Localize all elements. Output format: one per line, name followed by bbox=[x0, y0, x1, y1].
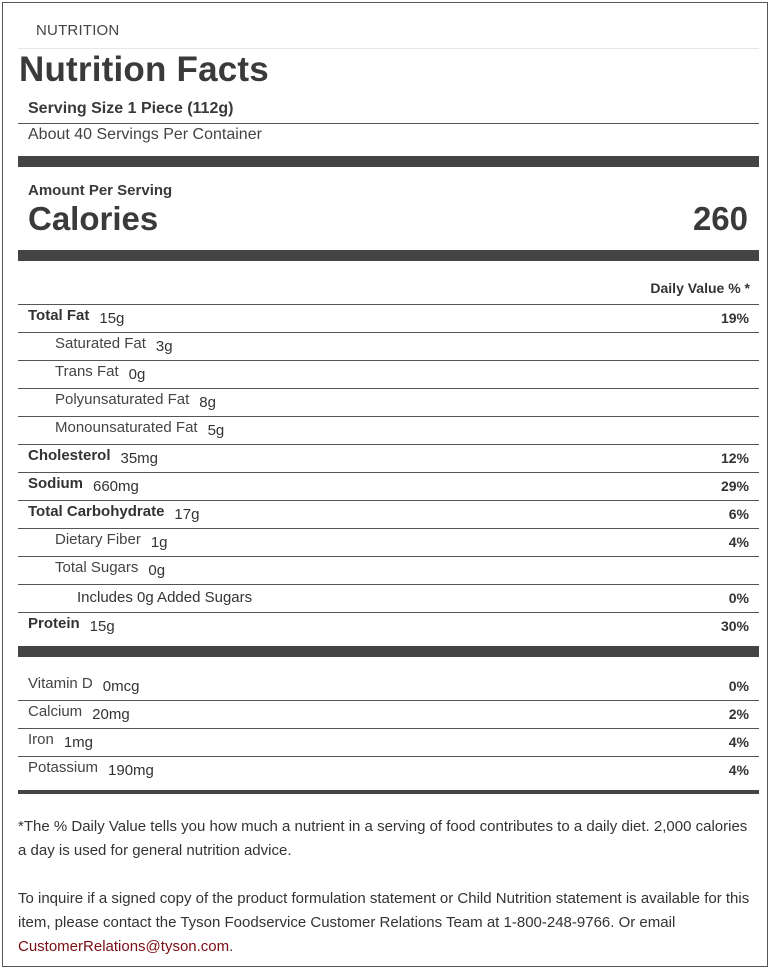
nutrient-amount: 15g bbox=[89, 618, 115, 635]
nutrient-row-saturated-fat bbox=[18, 332, 759, 360]
row-divider bbox=[18, 472, 759, 473]
nutrient-amount: 660mg bbox=[92, 478, 139, 495]
serving-divider bbox=[18, 123, 759, 124]
row-divider bbox=[18, 388, 759, 389]
row-divider bbox=[18, 584, 759, 585]
nutrient-name: Total Carbohydrate bbox=[28, 503, 165, 520]
vitamin-row-calcium bbox=[18, 700, 759, 728]
daily-value-percent: 4% bbox=[728, 534, 749, 550]
nutrient-name: Calcium bbox=[28, 703, 83, 720]
nutrient-amount: 3g bbox=[155, 338, 173, 355]
nutrient-row-polyunsaturated-fat bbox=[18, 388, 759, 416]
row-divider bbox=[18, 360, 759, 361]
nutrient-row-total-carbohydrate bbox=[18, 500, 759, 528]
nutrient-name: Total Sugars bbox=[55, 559, 139, 576]
nutrient-amount: 35mg bbox=[120, 450, 159, 467]
row-divider bbox=[18, 756, 759, 757]
nutrient-amount: 0g bbox=[148, 562, 166, 579]
nutrient-row-sodium bbox=[18, 472, 759, 500]
nutrient-amount: 15g bbox=[99, 310, 125, 327]
row-divider bbox=[18, 500, 759, 501]
thick-divider-top bbox=[18, 156, 759, 167]
vitamin-row-vitamin-d bbox=[18, 672, 759, 700]
nutrient-name: Polyunsaturated Fat bbox=[55, 391, 190, 408]
row-divider bbox=[18, 528, 759, 529]
thick-divider-vitamins bbox=[18, 646, 759, 657]
daily-value-header: Daily Value % * bbox=[650, 280, 750, 296]
nutrient-amount: 1g bbox=[150, 534, 168, 551]
nutrient-row-total-sugars bbox=[18, 556, 759, 584]
nutrient-amount: 8g bbox=[199, 394, 216, 411]
nutrient-row-monounsaturated-fat bbox=[18, 416, 759, 444]
customer-relations-email-link[interactable]: CustomerRelations@tyson.com bbox=[18, 938, 230, 955]
nutrient-amount: 0mcg bbox=[102, 678, 140, 695]
nutrient-name: Trans Fat bbox=[55, 363, 119, 380]
nutrient-row-total-fat bbox=[18, 304, 759, 332]
nutrient-name: Sodium bbox=[28, 475, 83, 492]
section-divider bbox=[18, 48, 759, 49]
vitamin-row-potassium bbox=[18, 756, 759, 784]
nutrient-name: Monounsaturated Fat bbox=[55, 419, 198, 436]
daily-value-percent: 30% bbox=[720, 618, 749, 634]
daily-value-percent: 29% bbox=[720, 478, 749, 494]
nutrient-amount: 1mg bbox=[63, 734, 94, 751]
nutrient-name: Vitamin D bbox=[28, 675, 93, 692]
daily-value-percent: 2% bbox=[728, 706, 749, 722]
nutrient-amount: 190mg bbox=[108, 762, 154, 779]
row-divider bbox=[18, 416, 759, 417]
inquiry-body: To inquire if a signed copy of the product formulation statement or Child Nutrition statement is available for this item, please contact the Tyson Foodservice Customer Relations Team at 1-800-248-9766. Or email bbox=[18, 890, 750, 931]
row-divider bbox=[18, 728, 759, 729]
row-divider bbox=[18, 444, 759, 445]
nutrient-name: Total Fat bbox=[28, 307, 90, 324]
nutrient-row-trans-fat bbox=[18, 360, 759, 388]
nutrient-row-protein bbox=[18, 612, 759, 640]
nutrient-amount: 17g bbox=[174, 506, 200, 523]
calories-value: 260 bbox=[692, 200, 748, 237]
row-divider bbox=[18, 332, 759, 333]
row-divider bbox=[18, 700, 759, 701]
daily-value-percent: 4% bbox=[728, 734, 749, 750]
nutrient-amount: 5g bbox=[207, 422, 225, 439]
daily-value-percent: 0% bbox=[728, 590, 749, 606]
section-label: NUTRITION bbox=[36, 22, 120, 39]
nutrient-row-cholesterol bbox=[18, 444, 759, 472]
row-divider bbox=[18, 304, 759, 305]
nutrient-amount: 20mg bbox=[92, 706, 130, 723]
nutrient-name: Cholesterol bbox=[28, 447, 111, 464]
nutrient-name: Includes 0g Added Sugars bbox=[77, 589, 253, 606]
nutrient-name: Potassium bbox=[28, 759, 99, 776]
inquiry-end: . bbox=[229, 938, 234, 955]
nutrient-row-dietary-fiber bbox=[18, 528, 759, 556]
daily-value-percent: 0% bbox=[728, 678, 749, 694]
daily-value-footnote: *The % Daily Value tells you how much a nutrient in a serving of food contributes to a daily diet. 2,000 calories a day is used for general nutrition advice. bbox=[18, 818, 748, 859]
servings-per-container: About 40 Servings Per Container bbox=[28, 126, 262, 143]
daily-value-percent: 6% bbox=[728, 506, 749, 522]
daily-value-percent: 4% bbox=[728, 762, 749, 778]
nutrient-name: Saturated Fat bbox=[55, 335, 146, 352]
nutrient-name: Iron bbox=[28, 731, 54, 748]
nutrient-row-includes-0g-added-sugars bbox=[18, 584, 759, 612]
nutrient-name: Protein bbox=[28, 615, 80, 632]
amount-per-serving: Amount Per Serving bbox=[28, 182, 173, 199]
daily-value-percent: 12% bbox=[720, 450, 749, 466]
nutrient-amount: 0g bbox=[128, 366, 146, 383]
thick-divider-calories bbox=[18, 250, 759, 261]
calories-label: Calories bbox=[28, 200, 159, 237]
serving-size: Serving Size 1 Piece (112g) bbox=[28, 100, 234, 117]
daily-value-percent: 19% bbox=[720, 310, 749, 326]
nutrient-name: Dietary Fiber bbox=[55, 531, 141, 548]
thick-divider-footer bbox=[18, 790, 759, 794]
row-divider bbox=[18, 556, 759, 557]
vitamin-row-iron bbox=[18, 728, 759, 756]
row-divider bbox=[18, 612, 759, 613]
nutrition-facts-title: Nutrition Facts bbox=[19, 50, 269, 89]
inquiry-text bbox=[18, 887, 753, 959]
